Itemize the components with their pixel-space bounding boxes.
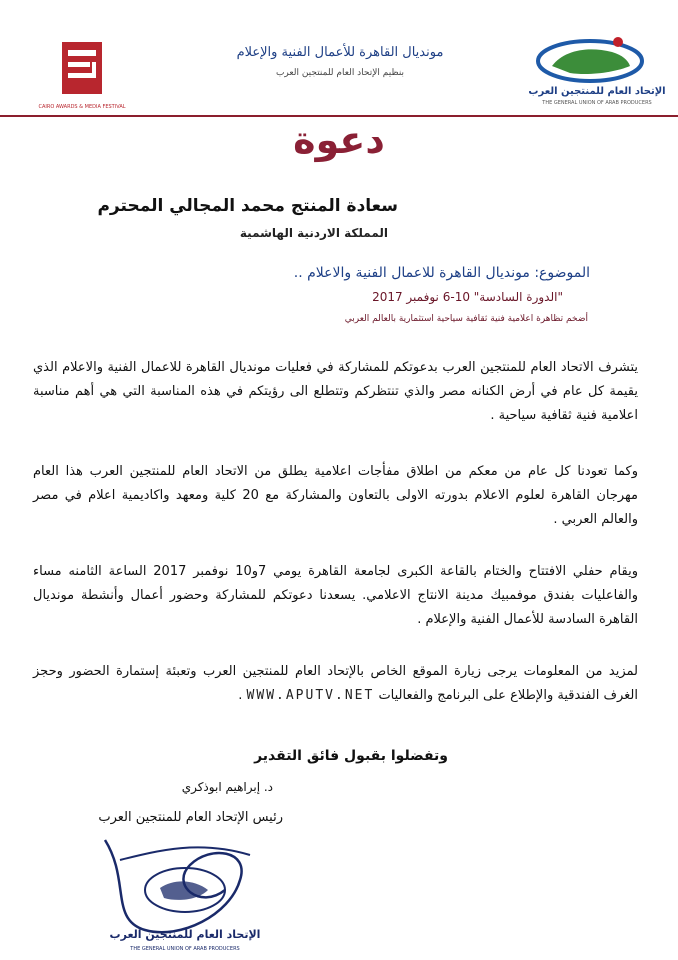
paragraph-ceremony: ويقام حفلي الافتتاح والختام بالقاعة الكبرى لجامعة القاهرة يومي 7و10 نوفمبر 2017 الساعة الثامنه مساء والفاعليات بفندق موفمبيك مدينة الانتاج الاعلامي. يسعدنا دعوتكم للمشاركة وحضور أعمال وأنشطة مونديال القاهرة السادسة للأعمال الفنية والإعلام . [33, 564, 638, 627]
svg-text:الإتحاد العام للمنتجين العرب: الإتحاد العام للمنتجين العرب [109, 928, 261, 941]
svg-text:THE GENERAL UNION OF ARAB PROD: THE GENERAL UNION OF ARAB PRODUCERS [130, 946, 240, 952]
right-logo-caption: الإتحاد العام للمنتجين العرب [528, 86, 666, 97]
letter-title: دعوة [293, 118, 385, 162]
cairo-festival-logo [38, 38, 128, 114]
header-title: مونديال القاهرة للأعمال الفنية والإعلام [236, 45, 444, 60]
recipient-name: سعادة المنتج محمد المجالي المحترم [97, 196, 398, 216]
header-divider [0, 115, 678, 117]
website-link[interactable]: WWW.APUTV.NET [246, 688, 375, 703]
right-logo-subcaption: THE GENERAL UNION OF ARAB PRODUCERS [542, 100, 652, 106]
tagline: أضخم تظاهرة اعلامية فنية ثقافية سياحية استثمارية بالعالم العربي [344, 314, 588, 324]
header-center [200, 45, 480, 78]
left-logo-caption: CAIRO AWARDS & MEDIA FESTIVAL [38, 104, 126, 110]
edition-line: "الدورة السادسة" 10-6 نوفمبر 2017 [372, 290, 563, 304]
signatory-name: د. إبراهيم ابوذكري [181, 780, 273, 794]
arab-producers-union-logo [530, 28, 665, 108]
paragraph-more-info [33, 660, 638, 708]
recipient-country: المملكة الاردنية الهاشمية [239, 226, 388, 240]
signature-stamp [90, 820, 260, 955]
paragraph-invitation: يتشرف الاتحاد العام للمنتجين العرب بدعوتكم للمشاركة في فعليات مونديال القاهرة للاعمال الفنية والاعلام الذي يقيمة كل عام في أرض الكنانه مصر والذي تنتظركم وتتطلع الى رؤيتكم في هذه المناسبة التي هي أهم مناسبة اعلامية فنية ثقافية سياحية . [33, 360, 638, 423]
paragraph-festival: وكما تعودنا كل عام من معكم من اطلاق مفأجات اعلامية يطلق من الاتحاد العام للمنتجين العرب هذا العام مهرجان القاهرة لعلوم الاعلام بدورته الاولى بالتعاون والمشاركة مع 20 كلية ومعهد واكاديمية اعلام في مصر والعالم العربي . [33, 464, 639, 527]
more-info-text: لمزيد من المعلومات يرجى زيارة الموقع الخاص بالإتحاد العام للمنتجين العرب وتعبئة إستمارة الحضور وحجز الغرف الفندقية والإطلاع على البرنامج والفعاليات [33, 664, 638, 703]
header-subtitle: بنظيم الإتحاد العام للمنتجين العرب [275, 68, 405, 78]
signatory-title: رئيس الإتحاد العام للمنتجين العرب [98, 810, 283, 825]
more-info-end: . [238, 688, 243, 703]
subject-line: الموضوع: مونديال القاهرة للاعمال الفنية والاعلام .. [293, 265, 590, 281]
closing-line: وتفضلوا بقبول فائق التقدير [254, 748, 448, 764]
